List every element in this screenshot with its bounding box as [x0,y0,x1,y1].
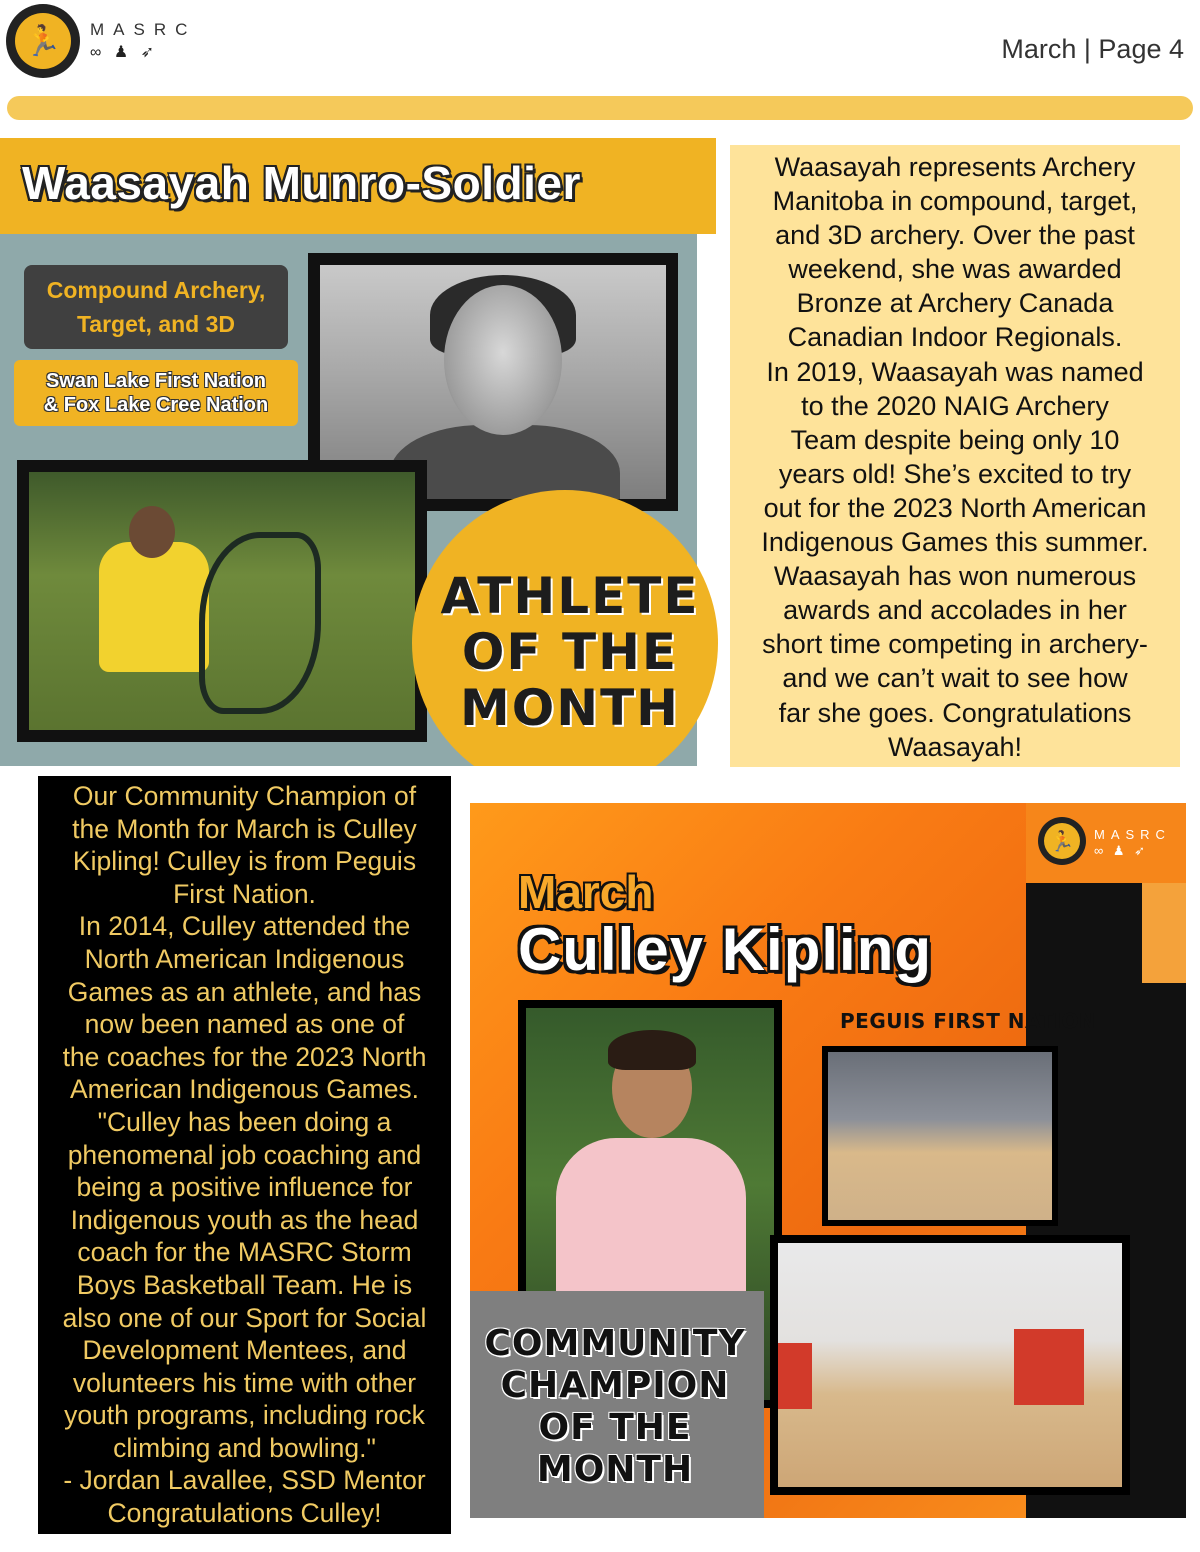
text-line: being a positive influence for [76,1172,413,1203]
community-champion-label [480,1323,750,1491]
text-line: and we can’t wait to see how [782,663,1128,694]
text-line: also one of our Sport for Social [62,1302,427,1333]
text-line: awards and accolades in her [783,595,1127,626]
sport-line-2: Target, and 3D [76,311,236,337]
text-line: Indigenous Games this summer. [761,527,1149,558]
text-line: Congratulations Culley! [107,1498,382,1529]
athlete-name: Waasayah Munro-Soldier [22,157,581,209]
text-line: Manitoba in compound, target, [772,186,1138,217]
aotm-line-3: MONTH [459,679,681,737]
text-line: youth programs, including rock [64,1400,425,1431]
poster-champion-name: Culley Kipling [518,916,933,983]
text-line: to the 2020 NAIG Archery [801,390,1109,421]
runner-icon: 🏃 [15,13,71,69]
brand-name: MASRC [90,20,197,39]
text-line: weekend, she was awarded [788,254,1122,285]
champion-description [38,776,451,1534]
brand-icons: ∞ ♟ ➶ [90,44,159,61]
text-line: Bronze at Archery Canada [796,288,1114,319]
poster-brand: MASRC [1094,827,1171,842]
nation-line-1: Swan Lake First Nation [45,370,267,392]
gym-photo-1 [822,1046,1058,1226]
nation-line-2: & Fox Lake Cree Nation [43,394,269,416]
poster-orange-strip [1142,883,1186,983]
athlete-description [730,145,1180,767]
text-line: North American Indigenous [84,943,405,974]
text-line: Waasayah has won numerous [773,561,1137,592]
text-line: far she goes. Congratulations [778,697,1132,728]
text-line: out for the 2023 North American [763,492,1147,523]
header-divider-bar [7,96,1193,120]
text-line: and 3D archery. Over the past [775,220,1135,251]
text-line: now been named as one of [84,1009,405,1040]
poster-brand-icons: ∞ ♟ ➶ [1094,843,1149,858]
poster-month: March [518,866,654,918]
text-line: Canadian Indoor Regionals. [787,322,1123,353]
text-line: In 2019, Waasayah was named [766,356,1144,387]
text-line: coach for the MASRC Storm [77,1237,412,1268]
athlete-of-month-label [440,568,700,736]
text-line: phenomenal job coaching and [67,1139,422,1170]
text-line: years old! She’s excited to try [778,458,1132,489]
text-line: First Nation. [173,878,316,909]
text-line: In 2014, Culley attended the [78,911,411,942]
poster-nation: PEGUIS FIRST NATION [840,1009,1097,1033]
masrc-logo [6,4,80,78]
text-line: the coaches for the 2023 North [62,1041,427,1072]
champion-poster [470,803,1186,1518]
text-line: - Jordan Lavallee, SSD Mentor [63,1465,426,1496]
text-line: Indigenous youth as the head [70,1204,419,1235]
sport-line-1: Compound Archery, [46,277,266,303]
text-line: climbing and bowling." [113,1432,376,1463]
text-line: Team despite being only 10 [790,424,1120,455]
gym-photo-2 [770,1235,1130,1495]
text-line: Kipling! Culley is from Peguis [72,846,417,877]
text-line: short time competing in archery- [762,629,1148,660]
text-line: Development Mentees, and [82,1335,407,1366]
text-line: American Indigenous Games. [69,1074,420,1105]
cc-line-4: MONTH [536,1449,694,1490]
sport-badge [24,265,288,349]
text-line: the Month for March is Culley [72,813,417,844]
nation-badge [14,360,298,426]
text-line: "Culley has been doing a [97,1106,392,1137]
text-line: Waasayah represents Archery [774,152,1136,182]
text-line: Waasayah! [887,731,1023,762]
text-line: Our Community Champion of [72,781,417,811]
cc-line-3: OF THE [538,1407,692,1448]
cc-line-1: COMMUNITY [484,1323,746,1364]
text-line: volunteers his time with other [72,1367,417,1398]
aotm-line-2: OF THE [461,623,679,681]
cc-line-2: CHAMPION [500,1365,730,1406]
poster-logo [1038,817,1086,865]
page-label: March | Page 4 [1001,34,1184,64]
athlete-archery-photo [17,460,427,742]
runner-icon: 🏃 [1044,823,1080,859]
text-line: Games as an athlete, and has [67,976,422,1007]
text-line: Boys Basketball Team. He is [76,1269,413,1300]
aotm-line-1: ATHLETE [440,567,700,625]
